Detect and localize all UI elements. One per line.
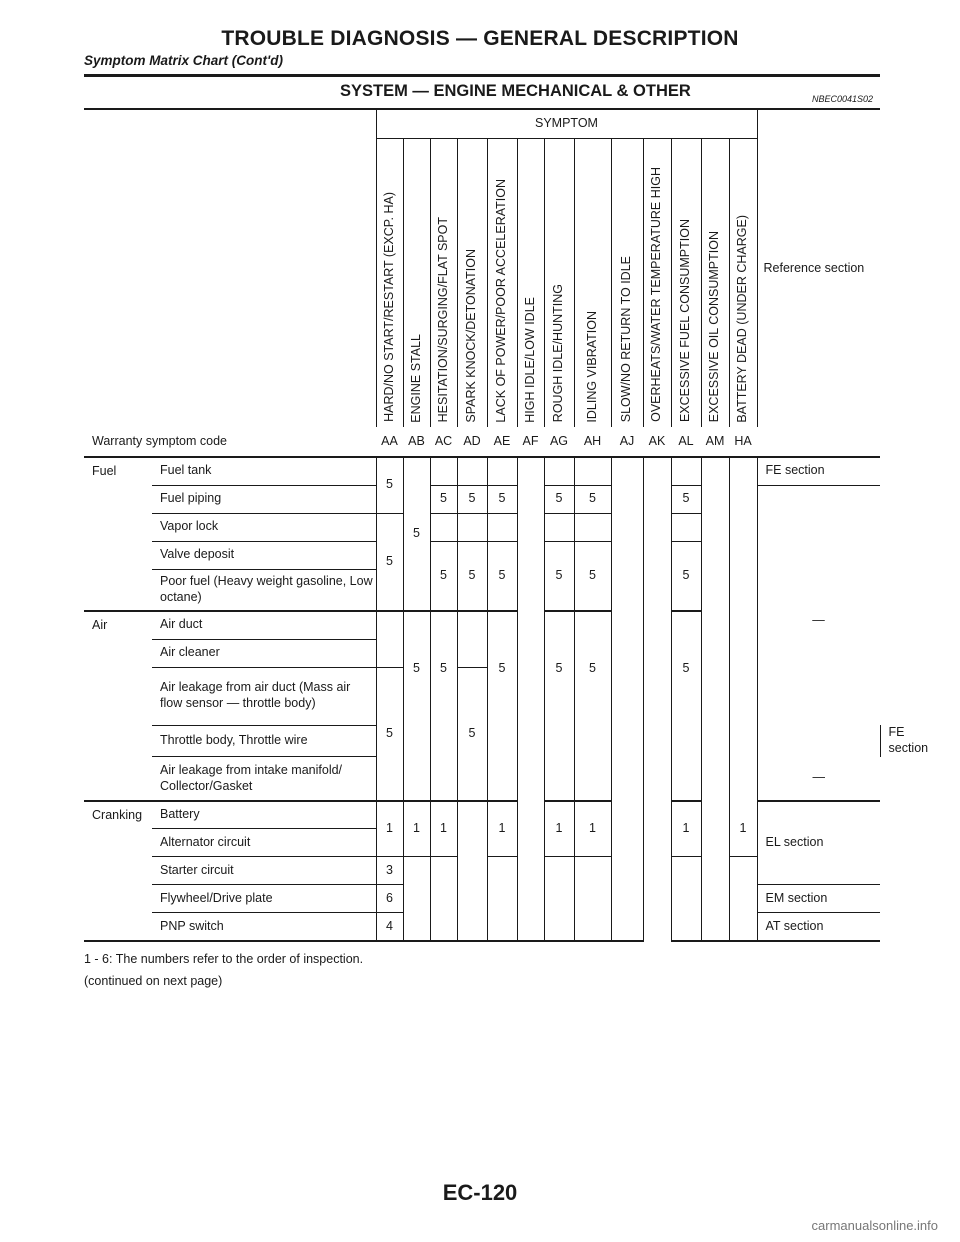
cell-empty (487, 725, 517, 801)
ref-cell: AT section (757, 913, 880, 941)
table-row (84, 485, 880, 513)
cell-value: 5 (403, 457, 430, 611)
cell-empty (457, 457, 487, 485)
cell-value: 4 (376, 913, 403, 941)
cell-value: 1 (376, 801, 403, 857)
cell-empty (517, 801, 544, 941)
cell-value: 5 (487, 611, 517, 725)
cell-empty (457, 513, 487, 541)
cell-value: 5 (544, 485, 574, 513)
cell-empty (544, 457, 574, 485)
warranty-ref-empty (757, 427, 880, 457)
cell-value: 5 (430, 611, 457, 725)
symptom-header-text: BATTERY DEAD (UNDER CHARGE) (735, 214, 750, 423)
cell-empty (430, 857, 457, 941)
item-label: Poor fuel (Heavy weight gasoline, Low octane) (152, 569, 376, 611)
cell-value: 5 (457, 541, 487, 611)
cell-value: 5 (376, 457, 403, 513)
note-inspection-order: 1 - 6: The numbers refer to the order of inspection. (84, 952, 364, 966)
header-rule (84, 74, 880, 77)
ref-cell: EM section (757, 885, 880, 913)
cell-empty (430, 457, 457, 485)
cell-empty (671, 457, 701, 485)
cell-value: 1 (403, 801, 430, 857)
item-label: PNP switch (152, 913, 376, 941)
cell-value: 5 (574, 541, 611, 611)
symptom-header (671, 139, 701, 428)
symptom-header (403, 139, 430, 428)
item-label: Throttle body, Throttle wire (152, 725, 376, 757)
cell-value: 5 (430, 541, 457, 611)
cell-value: 6 (376, 885, 403, 913)
cell-value: 5 (457, 667, 487, 801)
cell-value: 5 (671, 611, 701, 725)
warranty-code-row (84, 427, 880, 457)
watermark: carmanualsonline.info (811, 1218, 938, 1233)
symptom-header-text: HARD/NO START/RESTART (EXCP. HA) (381, 192, 396, 423)
symptom-header-text: SLOW/NO RETURN TO IDLE (619, 256, 634, 423)
item-label: Flywheel/Drive plate (152, 885, 376, 913)
cell-value: 1 (430, 801, 457, 857)
cell-value: 1 (544, 801, 574, 857)
cell-value: 5 (544, 541, 574, 611)
cell-empty (611, 457, 643, 801)
section-title: SYSTEM — ENGINE MECHANICAL & OTHER (340, 82, 691, 100)
symptom-header (729, 139, 757, 428)
item-label: Battery (152, 801, 376, 829)
cell-empty (701, 457, 729, 801)
cell-value: 5 (574, 611, 611, 725)
cell-value: 1 (487, 801, 517, 857)
cell-empty (729, 457, 757, 801)
warranty-code: AM (701, 427, 729, 457)
table-row: Throttle body, Throttle wire FE section (84, 725, 880, 757)
empty-corner (84, 110, 376, 427)
warranty-code: AC (430, 427, 457, 457)
item-label: Air duct (152, 611, 376, 639)
cell-empty (457, 801, 487, 941)
symptom-header-text: HESITATION/SURGING/FLAT SPOT (435, 217, 450, 423)
cell-value: 5 (574, 485, 611, 513)
warranty-code: AJ (611, 427, 643, 457)
warranty-code: AE (487, 427, 517, 457)
cell-value: 5 (376, 513, 403, 611)
symptom-header-text: EXCESSIVE FUEL CONSUMPTION (678, 219, 693, 423)
cell-empty (574, 457, 611, 485)
group-fuel: Fuel (84, 457, 152, 611)
cell-value: 1 (729, 801, 757, 857)
symptom-header (517, 139, 544, 428)
warranty-code: HA (729, 427, 757, 457)
warranty-code: AH (574, 427, 611, 457)
note-continued: (continued on next page) (84, 974, 223, 988)
cell-empty (403, 725, 430, 801)
cell-value: 5 (457, 485, 487, 513)
cell-empty (574, 513, 611, 541)
cell-value: 5 (487, 541, 517, 611)
cell-empty (544, 513, 574, 541)
page-subtitle: Symptom Matrix Chart (Cont'd) (84, 53, 283, 68)
cell-empty (430, 725, 457, 801)
cell-empty (403, 857, 430, 941)
section-code: NBEC0041S02 (812, 94, 874, 104)
ref-cell: — (757, 757, 880, 801)
cell-value: 1 (671, 801, 701, 857)
cell-empty (701, 801, 729, 941)
item-label: Air leakage from air duct (Mass air flow sensor — throttle body) (152, 667, 376, 725)
cell-value: 5 (430, 485, 457, 513)
symptom-header (611, 139, 643, 428)
symptom-header-text: EXCESSIVE OIL CONSUMPTION (707, 231, 722, 423)
item-label: Fuel tank (152, 457, 376, 485)
cell-value: 5 (403, 611, 430, 725)
cell-empty (643, 457, 671, 941)
item-label: Starter circuit (152, 857, 376, 885)
item-label: Air leakage from intake manifold/ Collector/Gasket (152, 757, 376, 801)
cell-empty (671, 857, 701, 941)
cell-empty (544, 857, 574, 941)
cell-empty (671, 725, 701, 801)
item-label: Air cleaner (152, 639, 376, 667)
table-row (84, 457, 880, 485)
cell-empty (671, 513, 701, 541)
symptom-header-text: ROUGH IDLE/HUNTING (551, 284, 566, 423)
warranty-code: AB (403, 427, 430, 457)
symptom-header-text: HIGH IDLE/LOW IDLE (522, 296, 537, 423)
warranty-code: AL (671, 427, 701, 457)
notes (84, 948, 363, 992)
symptom-header-text: SPARK KNOCK/DETONATION (464, 248, 479, 423)
cell-empty (611, 801, 643, 941)
cell-value: 5 (671, 485, 701, 513)
item-label: Vapor lock (152, 513, 376, 541)
item-label: Alternator circuit (152, 829, 376, 857)
symptom-matrix-table (84, 110, 929, 942)
cell-empty (517, 457, 544, 801)
cell-value: 5 (544, 611, 574, 725)
symptom-label: SYMPTOM (376, 110, 757, 139)
symptom-label-row (84, 110, 880, 139)
cell-empty (544, 725, 574, 801)
cell-empty (574, 857, 611, 941)
symptom-header (544, 139, 574, 428)
cell-value: 5 (671, 541, 701, 611)
symptom-header (701, 139, 729, 428)
reference-header: Reference section (757, 110, 880, 427)
cell-empty (487, 457, 517, 485)
table-row (84, 801, 880, 829)
symptom-header (376, 139, 403, 428)
cell-value: 3 (376, 857, 403, 885)
cell-empty (574, 725, 611, 801)
cell-empty (729, 857, 757, 941)
symptom-header-text: IDLING VIBRATION (584, 310, 599, 423)
cell-value: 5 (487, 485, 517, 513)
cell-empty (487, 857, 517, 941)
symptom-header-text: ENGINE STALL (408, 333, 423, 423)
page-title: TROUBLE DIAGNOSIS — GENERAL DESCRIPTION (221, 27, 739, 50)
symptom-header (643, 139, 671, 428)
symptom-header-text: LACK OF POWER/POOR ACCELERATION (494, 178, 509, 423)
cell-empty (487, 513, 517, 541)
item-label: Fuel piping (152, 485, 376, 513)
cell-value: 1 (574, 801, 611, 857)
symptom-header (430, 139, 457, 428)
cell-empty (457, 611, 487, 667)
warranty-code: AK (643, 427, 671, 457)
item-label: Valve deposit (152, 541, 376, 569)
cell-empty (376, 611, 403, 667)
group-cranking: Cranking (84, 801, 152, 941)
warranty-label: Warranty symptom code (84, 427, 376, 457)
warranty-code: AG (544, 427, 574, 457)
group-air: Air (84, 611, 152, 801)
symptom-header (487, 139, 517, 428)
ref-cell: — (757, 485, 880, 757)
warranty-code: AF (517, 427, 544, 457)
ref-cell: EL section (757, 801, 880, 885)
page-number: EC-120 (442, 1180, 518, 1205)
symptom-header-text: OVERHEATS/WATER TEMPERATURE HIGH (649, 167, 664, 423)
cell-empty (430, 513, 457, 541)
warranty-code: AA (376, 427, 403, 457)
symptom-header (457, 139, 487, 428)
cell-value: 5 (376, 667, 403, 801)
warranty-code: AD (457, 427, 487, 457)
symptom-header (574, 139, 611, 428)
ref-cell: FE section (757, 457, 880, 485)
